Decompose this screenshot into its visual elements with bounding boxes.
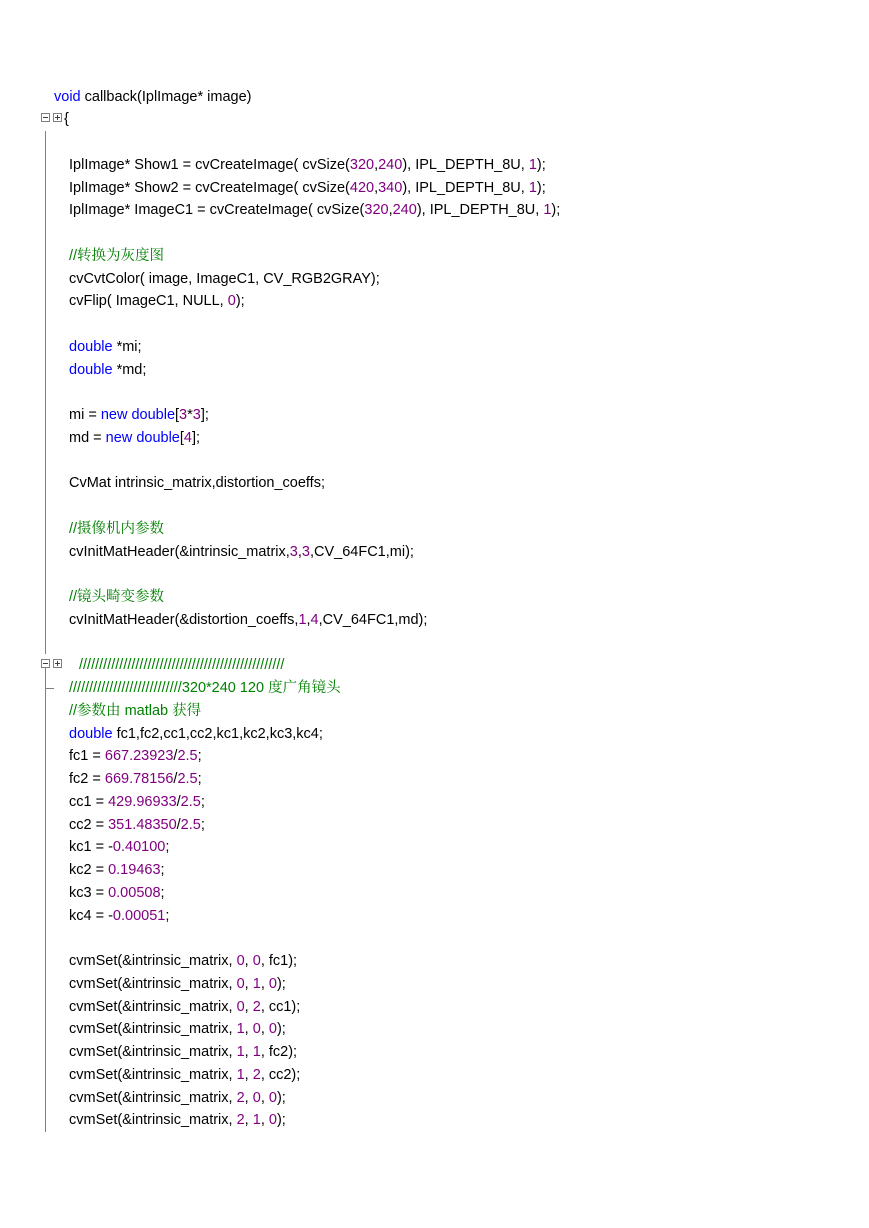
code-token: cvmSet(&intrinsic_matrix, xyxy=(69,953,237,969)
code-token: ; xyxy=(165,907,170,924)
code-line xyxy=(0,541,869,564)
code-line xyxy=(0,313,869,336)
code-token: ); xyxy=(276,975,286,992)
code-token: , cc1); xyxy=(260,998,301,1015)
code-line xyxy=(0,108,869,131)
code-token: / xyxy=(176,816,181,833)
fold-guide-line xyxy=(45,1018,46,1041)
code-text xyxy=(69,1109,286,1132)
code-token: CvMat intrinsic_matrix,distortion_coeffs; xyxy=(69,475,325,492)
code-text xyxy=(69,541,414,564)
code-text xyxy=(69,359,146,382)
code-line xyxy=(0,632,869,655)
code-token: ); xyxy=(536,156,546,173)
code-token: , xyxy=(244,953,253,969)
code-token: fc1 = xyxy=(69,748,105,765)
comment-token: //镜头畸变参数 xyxy=(69,589,165,605)
code-line xyxy=(0,1087,869,1110)
code-text xyxy=(69,245,164,268)
keyword-token: new xyxy=(100,407,128,423)
fold-branch-tick xyxy=(45,688,54,689)
code-line xyxy=(0,450,869,473)
number-token: 1 xyxy=(236,1066,245,1083)
code-token: fc2 = xyxy=(69,771,105,787)
code-text xyxy=(69,836,169,859)
fold-guide-line xyxy=(45,1087,46,1110)
code-token: , xyxy=(260,1021,269,1038)
number-token: 0 xyxy=(252,953,261,969)
number-token: 1 xyxy=(528,156,537,173)
number-token: 667.23923 xyxy=(104,748,174,765)
code-token: , fc2); xyxy=(260,1044,298,1060)
code-token: ); xyxy=(536,179,546,196)
number-token: 1 xyxy=(543,202,552,219)
code-token: / xyxy=(173,748,178,765)
fold-guide-line xyxy=(45,700,46,723)
comment-token: /////////////////////////////////////////////////// xyxy=(79,657,285,674)
number-token: 420 xyxy=(349,179,375,196)
code-line xyxy=(0,927,869,950)
fold-collapse-icon[interactable] xyxy=(41,113,50,122)
code-token: , xyxy=(244,975,253,992)
code-text xyxy=(69,472,325,495)
code-line xyxy=(0,290,869,313)
code-token: IplImage* Show2 = cvCreateImage( cvSize( xyxy=(69,179,350,196)
code-token: kc2 = xyxy=(69,862,109,878)
code-text xyxy=(69,609,427,632)
number-token: 340 xyxy=(378,179,403,196)
comment-token: //参数由 matlab 获得 xyxy=(69,702,202,719)
keyword-token: double xyxy=(69,338,113,355)
code-text xyxy=(64,108,69,131)
number-token: 0 xyxy=(268,975,277,992)
code-line xyxy=(0,836,869,859)
fold-guide-line xyxy=(45,791,46,814)
code-text xyxy=(69,700,201,723)
code-line xyxy=(0,472,869,495)
code-text xyxy=(69,1041,297,1064)
code-token: ); xyxy=(551,202,561,219)
code-line xyxy=(0,1041,869,1064)
number-token: 240 xyxy=(378,156,403,173)
code-text xyxy=(69,950,297,973)
code-line xyxy=(0,1064,869,1087)
code-token: fc1,fc2,cc1,cc2,kc1,kc2,kc3,kc4; xyxy=(112,725,323,742)
fold-guide-line xyxy=(45,1109,46,1132)
number-token: 2 xyxy=(252,1066,261,1083)
code-token: cvFlip( ImageC1, NULL, xyxy=(69,293,228,310)
number-token: 0 xyxy=(227,293,236,310)
code-text xyxy=(69,199,560,222)
code-line xyxy=(0,268,869,291)
code-token: cc1 = xyxy=(69,793,109,810)
code-token: , xyxy=(244,998,253,1015)
code-token: mi = xyxy=(69,407,101,423)
number-token: 0 xyxy=(236,998,245,1015)
code-text xyxy=(54,86,251,109)
code-token: IplImage* ImageC1 = cvCreateImage( cvSize( xyxy=(69,202,365,219)
code-line xyxy=(0,700,869,723)
number-token: 429.96933 xyxy=(108,793,177,810)
code-line xyxy=(0,745,869,768)
code-token: ,CV_64FC1,md); xyxy=(318,611,428,628)
code-line xyxy=(0,177,869,200)
code-token: { xyxy=(64,111,69,128)
fold-guide-line xyxy=(45,427,46,450)
code-token: *md; xyxy=(112,361,147,378)
code-text xyxy=(69,745,202,768)
code-line xyxy=(0,518,869,541)
code-line xyxy=(0,950,869,973)
number-token: 0.00508 xyxy=(108,884,161,901)
code-line xyxy=(0,677,869,700)
code-line xyxy=(0,427,869,450)
fold-guide-line xyxy=(45,472,46,495)
code-line xyxy=(0,1109,869,1132)
fold-guide-line xyxy=(45,905,46,928)
code-token: , xyxy=(374,156,379,173)
number-token: 1 xyxy=(252,1112,261,1129)
code-token: ); xyxy=(276,1021,286,1038)
number-token: 0 xyxy=(236,953,245,969)
code-token: , xyxy=(388,202,393,219)
code-token: ); xyxy=(276,1112,286,1129)
code-line xyxy=(0,586,869,609)
code-token: cvInitMatHeader(&distortion_coeffs, xyxy=(69,611,299,628)
code-token: kc1 = - xyxy=(69,839,113,856)
code-token: cvmSet(&intrinsic_matrix, xyxy=(69,1066,237,1083)
code-text xyxy=(69,1064,300,1087)
code-line xyxy=(0,199,869,222)
code-token: ), IPL_DEPTH_8U, xyxy=(402,156,529,173)
code-token: , xyxy=(306,611,311,628)
code-token: ; xyxy=(200,816,205,833)
code-text xyxy=(69,973,286,996)
code-line xyxy=(0,381,869,404)
code-token: cvmSet(&intrinsic_matrix, xyxy=(69,1021,237,1038)
fold-guide-line xyxy=(45,950,46,973)
code-token: ; xyxy=(160,862,165,878)
code-token: ; xyxy=(200,793,205,810)
code-line xyxy=(0,495,869,518)
number-token: 0 xyxy=(268,1089,277,1106)
number-token: 2.5 xyxy=(180,816,201,833)
comment-token: 320*240 120 度广角镜头 xyxy=(181,680,341,696)
number-token: 1 xyxy=(236,1044,245,1060)
fold-guide-line xyxy=(45,768,46,791)
code-token: [ xyxy=(179,429,184,446)
number-token: 2.5 xyxy=(177,748,198,765)
code-line xyxy=(0,131,869,154)
number-token: 0 xyxy=(252,1089,261,1106)
fold-guide-line xyxy=(45,927,46,950)
code-text xyxy=(69,859,165,882)
code-text xyxy=(69,177,546,200)
number-token: 2 xyxy=(236,1112,245,1129)
code-line xyxy=(0,404,869,427)
code-line xyxy=(0,723,869,746)
keyword-token: double xyxy=(69,725,113,742)
code-text xyxy=(79,654,284,677)
fold-guide-line xyxy=(45,973,46,996)
code-token: * xyxy=(187,407,193,423)
code-text xyxy=(69,290,245,313)
code-line xyxy=(0,859,869,882)
fold-guide-line xyxy=(45,541,46,564)
code-token: , xyxy=(260,1089,269,1106)
code-line xyxy=(0,336,869,359)
code-token: ); xyxy=(276,1089,286,1106)
fold-collapse-icon[interactable] xyxy=(41,659,50,668)
number-token: 2.5 xyxy=(180,793,201,810)
fold-guide-line xyxy=(45,996,46,1019)
code-text xyxy=(69,154,546,177)
code-line xyxy=(0,222,869,245)
code-token: , fc1); xyxy=(260,953,298,969)
comment-token: //转换为灰度图 xyxy=(69,247,165,264)
code-line xyxy=(0,563,869,586)
fold-guide-line xyxy=(45,563,46,586)
keyword-token: double xyxy=(131,407,176,423)
code-text xyxy=(69,996,300,1019)
code-token: ), IPL_DEPTH_8U, xyxy=(402,179,529,196)
code-text xyxy=(69,814,205,837)
code-text xyxy=(69,336,142,359)
code-token: cc2 = xyxy=(69,816,109,833)
number-token: 4 xyxy=(183,429,192,446)
code-token: md = xyxy=(69,429,106,446)
keyword-token: double xyxy=(69,361,113,378)
code-token: , xyxy=(260,1112,269,1129)
number-token: 1 xyxy=(298,611,307,628)
fold-guide-line xyxy=(45,723,46,746)
code-token: ; xyxy=(165,839,170,856)
code-line xyxy=(0,154,869,177)
fold-guide-line xyxy=(45,814,46,837)
code-token: cvmSet(&intrinsic_matrix, xyxy=(69,1044,237,1060)
code-line xyxy=(0,973,869,996)
fold-guide-line xyxy=(45,495,46,518)
fold-guide-line xyxy=(45,1041,46,1064)
fold-guide-line xyxy=(45,632,46,655)
fold-guide-line xyxy=(45,336,46,359)
number-token: 2 xyxy=(236,1089,245,1106)
number-token: 240 xyxy=(392,202,417,219)
number-token: 3 xyxy=(192,407,201,423)
code-line xyxy=(0,905,869,928)
code-token: cvCvtColor( image, ImageC1, CV_RGB2GRAY); xyxy=(69,270,380,287)
code-token: *mi; xyxy=(112,338,142,355)
number-token: 3 xyxy=(179,407,188,423)
code-token: cvmSet(&intrinsic_matrix, xyxy=(69,1089,237,1106)
number-token: 3 xyxy=(301,543,310,560)
code-text xyxy=(69,723,323,746)
code-token: , xyxy=(244,1044,253,1060)
fold-guide-line xyxy=(45,859,46,882)
code-token: , xyxy=(244,1112,253,1129)
fold-guide-line xyxy=(45,586,46,609)
number-token: 1 xyxy=(252,975,261,992)
keyword-token: double xyxy=(136,429,180,446)
number-token: 0 xyxy=(268,1021,277,1038)
code-line xyxy=(0,86,869,109)
code-text xyxy=(69,404,209,427)
code-token: / xyxy=(173,771,178,787)
code-token: , xyxy=(297,543,302,560)
number-token: 320 xyxy=(349,156,375,173)
code-token: , cc2); xyxy=(260,1066,301,1083)
code-text xyxy=(69,677,341,700)
keyword-token: new xyxy=(105,429,133,446)
code-token: , xyxy=(374,179,379,196)
fold-guide-line xyxy=(45,154,46,177)
fold-guide-line xyxy=(45,313,46,336)
code-token: callback(IplImage* image) xyxy=(80,88,252,105)
code-token: cvmSet(&intrinsic_matrix, xyxy=(69,1112,237,1129)
number-token: 2 xyxy=(252,998,261,1015)
fold-guide-line xyxy=(45,404,46,427)
number-token: 1 xyxy=(528,179,537,196)
fold-guide-line xyxy=(45,745,46,768)
code-text xyxy=(69,518,164,541)
fold-guide-line xyxy=(45,836,46,859)
code-token: , xyxy=(244,1021,253,1038)
number-token: 669.78156 xyxy=(104,771,174,787)
fold-guide-line xyxy=(45,131,46,154)
code-token: [ xyxy=(175,407,180,423)
code-token: ), IPL_DEPTH_8U, xyxy=(416,202,544,219)
code-line xyxy=(0,814,869,837)
number-token: 1 xyxy=(236,1021,245,1038)
fold-expand-icon[interactable] xyxy=(53,659,62,668)
fold-guide-line xyxy=(45,1064,46,1087)
code-line xyxy=(0,768,869,791)
number-token: 0 xyxy=(236,975,245,992)
code-token: ]; xyxy=(191,429,201,446)
comment-token: //摄像机内参数 xyxy=(69,520,165,537)
fold-guide-line xyxy=(45,177,46,200)
fold-guide-line xyxy=(45,359,46,382)
fold-guide-line xyxy=(45,245,46,268)
code-text xyxy=(69,1087,286,1110)
code-text xyxy=(69,882,165,905)
fold-guide-line xyxy=(45,268,46,291)
code-token: / xyxy=(176,793,181,810)
code-line xyxy=(0,245,869,268)
number-token: 0 xyxy=(268,1112,277,1129)
keyword-token: void xyxy=(54,88,81,105)
number-token: 0.19463 xyxy=(108,862,161,878)
number-token: 4 xyxy=(310,611,319,628)
number-token: 0.40100 xyxy=(112,839,166,856)
code-line xyxy=(0,359,869,382)
code-text xyxy=(69,791,205,814)
code-line xyxy=(0,996,869,1019)
code-token: ; xyxy=(197,748,202,765)
number-token: 1 xyxy=(252,1044,261,1060)
code-line xyxy=(0,609,869,632)
code-text xyxy=(69,427,200,450)
fold-guide-line xyxy=(45,882,46,905)
fold-expand-icon[interactable] xyxy=(53,113,62,122)
fold-guide-line xyxy=(45,668,46,677)
code-token: ,CV_64FC1,mi); xyxy=(309,543,414,560)
fold-guide-line xyxy=(45,609,46,632)
comment-token: //////////////////////////// xyxy=(69,680,182,696)
code-text xyxy=(69,268,380,291)
code-text xyxy=(69,905,169,928)
code-token: kc4 = - xyxy=(69,907,113,924)
code-token: ; xyxy=(197,771,202,787)
fold-guide-line xyxy=(45,518,46,541)
code-token: , xyxy=(260,975,269,992)
number-token: 3 xyxy=(289,543,298,560)
number-token: 351.48350 xyxy=(108,816,177,833)
code-line xyxy=(0,882,869,905)
code-text xyxy=(69,1018,286,1041)
code-token: cvmSet(&intrinsic_matrix, xyxy=(69,975,237,992)
code-text xyxy=(69,768,202,791)
number-token: 0 xyxy=(252,1021,261,1038)
code-token: , xyxy=(244,1089,253,1106)
fold-guide-line xyxy=(45,199,46,222)
code-text xyxy=(69,586,164,609)
code-token: ); xyxy=(235,293,245,310)
code-token: , xyxy=(244,1066,253,1083)
number-token: 2.5 xyxy=(177,771,198,787)
code-token: ]; xyxy=(200,407,209,423)
fold-guide-line xyxy=(45,381,46,404)
code-line xyxy=(0,791,869,814)
fold-guide-line xyxy=(45,222,46,245)
code-token: IplImage* Show1 = cvCreateImage( cvSize( xyxy=(69,156,350,173)
fold-guide-line xyxy=(45,450,46,473)
code-token: cvInitMatHeader(&intrinsic_matrix, xyxy=(69,543,290,560)
code-token: cvmSet(&intrinsic_matrix, xyxy=(69,998,237,1015)
number-token: 0.00051 xyxy=(112,907,166,924)
code-line xyxy=(0,654,869,677)
code-token: ; xyxy=(160,884,165,901)
code-line xyxy=(0,1018,869,1041)
number-token: 320 xyxy=(364,202,389,219)
fold-guide-line xyxy=(45,290,46,313)
code-token: kc3 = xyxy=(69,884,109,901)
